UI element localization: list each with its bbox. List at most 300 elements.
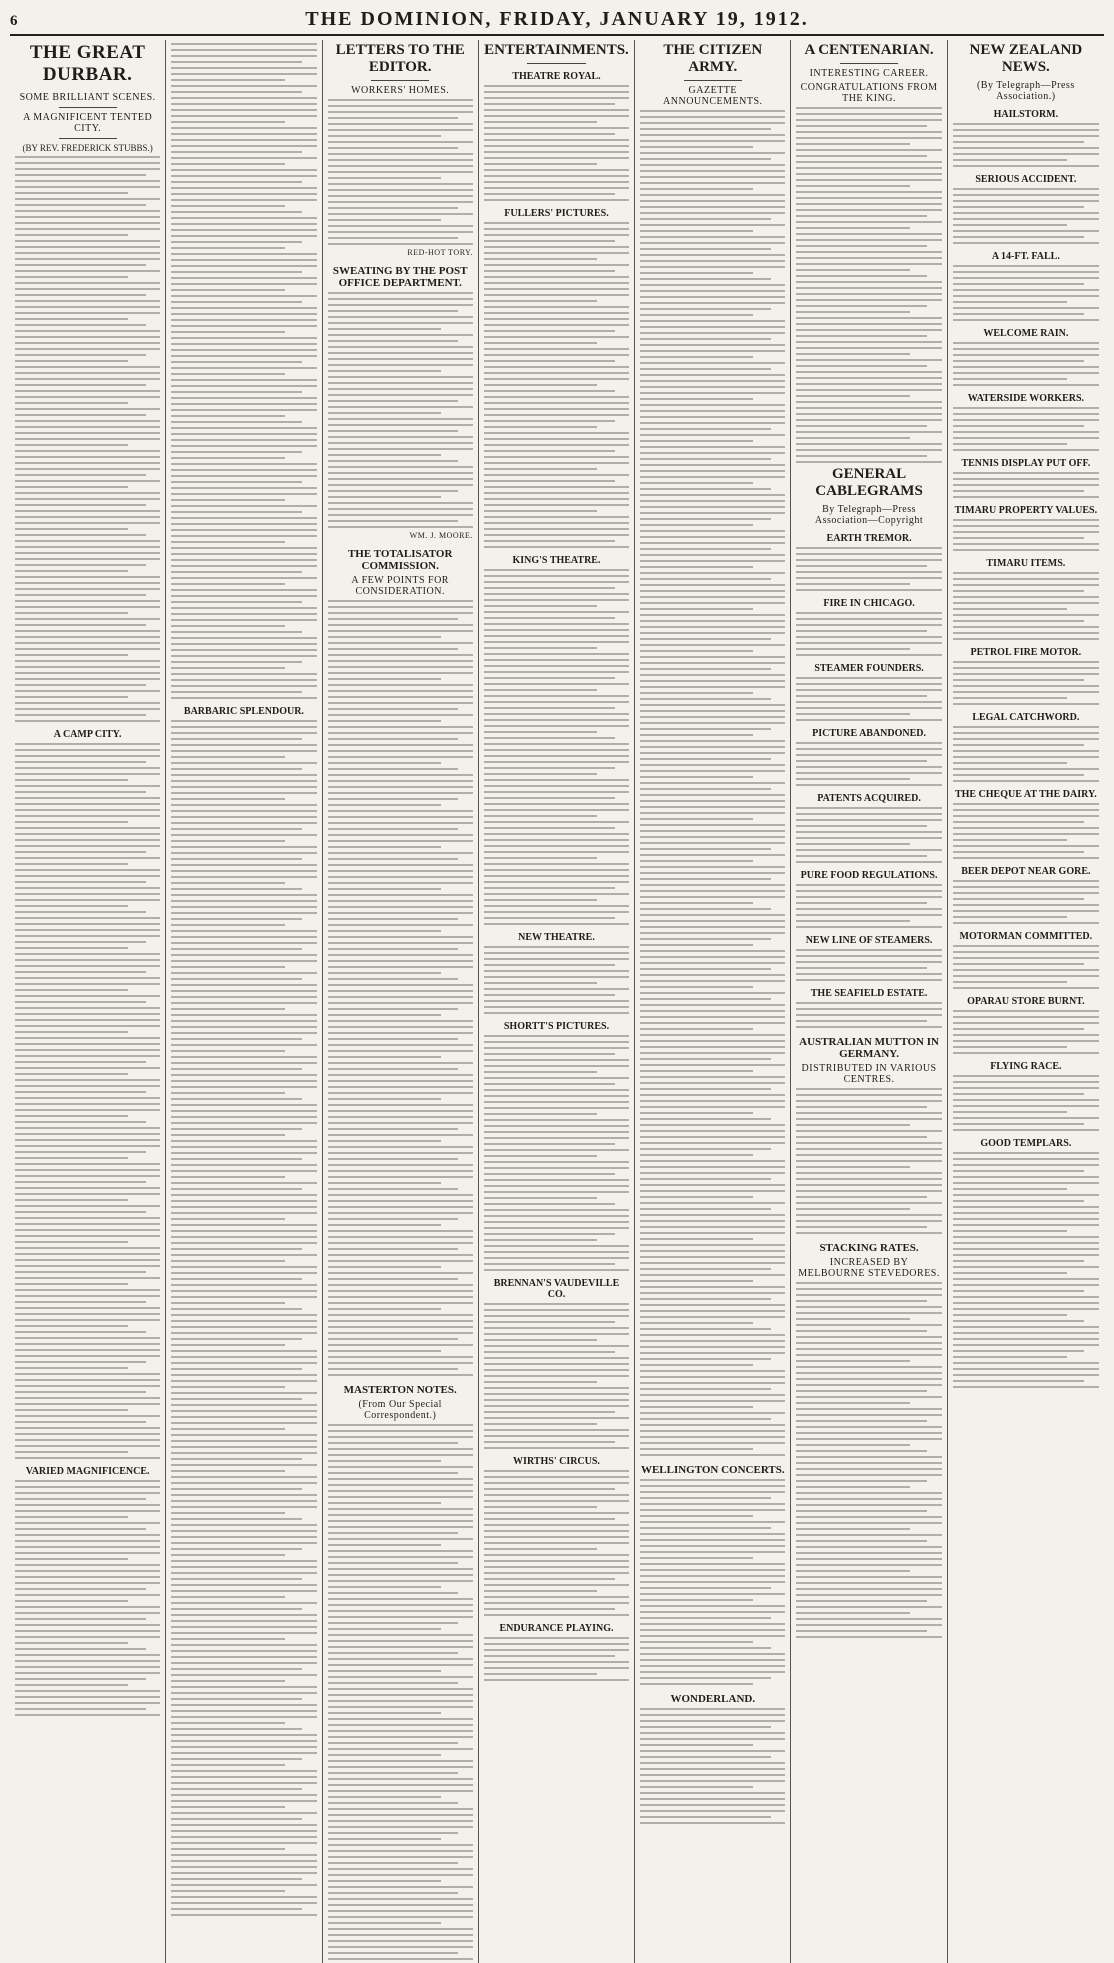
text-line — [15, 162, 160, 164]
text-line — [796, 197, 941, 199]
text-line — [328, 1826, 473, 1828]
text-line — [484, 1161, 629, 1163]
text-line — [328, 1254, 473, 1256]
text-line — [796, 1522, 941, 1524]
text-line — [171, 313, 316, 315]
text-line — [15, 827, 160, 829]
letter-text — [328, 99, 473, 245]
text-line — [328, 1074, 473, 1076]
text-line — [15, 1097, 160, 1099]
text-line — [15, 917, 160, 919]
text-line — [328, 1880, 441, 1882]
text-line — [640, 398, 753, 400]
text-line — [953, 1230, 1067, 1232]
text-line — [953, 1164, 1099, 1166]
text-line — [640, 1118, 771, 1120]
text-line — [796, 1124, 909, 1126]
text-line — [171, 115, 316, 117]
text-line — [484, 462, 629, 464]
text-line — [953, 354, 1099, 356]
text-line — [15, 1229, 160, 1231]
text-line — [328, 1056, 441, 1058]
text-line — [484, 390, 615, 392]
text-line — [171, 1056, 316, 1058]
text-line — [640, 614, 785, 616]
text-line — [796, 389, 941, 391]
text-line — [953, 1194, 1099, 1196]
text-line — [328, 984, 473, 986]
text-line — [328, 304, 473, 306]
text-line — [328, 978, 459, 980]
text-line — [640, 110, 785, 112]
text-line — [15, 618, 160, 620]
text-line — [640, 314, 753, 316]
text-line — [171, 427, 316, 429]
text-line — [171, 1428, 284, 1430]
text-line — [15, 1397, 160, 1399]
text-line — [328, 1044, 473, 1046]
text-line — [796, 407, 941, 409]
text-line — [640, 1750, 785, 1752]
text-line — [484, 1530, 629, 1532]
subhead-wirths: WIRTHS' CIRCUS. — [513, 1456, 600, 1467]
text-line — [15, 366, 160, 368]
text-line — [15, 402, 128, 404]
text-line — [171, 1050, 284, 1052]
text-line — [328, 1454, 473, 1456]
text-line — [171, 1626, 316, 1628]
nz-news-source: (By Telegraph—Press Association.) — [976, 80, 1075, 102]
text-line — [953, 945, 1099, 947]
text-line — [328, 1670, 441, 1672]
text-line — [484, 899, 597, 901]
text-line — [484, 647, 597, 649]
text-line — [484, 1047, 629, 1049]
text-line — [15, 791, 146, 793]
text-line — [796, 263, 941, 265]
text-line — [15, 1588, 146, 1590]
text-line — [484, 881, 629, 883]
text-line — [640, 1593, 785, 1595]
text-line — [640, 770, 785, 772]
text-line — [328, 1368, 459, 1370]
article-text — [328, 1424, 473, 1960]
text-line — [640, 728, 771, 730]
text-line — [15, 438, 160, 440]
text-line — [640, 986, 753, 988]
text-line — [171, 1398, 302, 1400]
text-line — [484, 1363, 629, 1365]
text-line — [640, 956, 785, 958]
text-line — [328, 1694, 473, 1696]
text-line — [171, 1674, 316, 1676]
text-line — [796, 949, 941, 951]
text-line — [640, 1587, 771, 1589]
text-line — [953, 1206, 1099, 1208]
text-line — [15, 1606, 160, 1608]
text-line — [796, 425, 927, 427]
text-line — [640, 1714, 785, 1716]
text-line — [953, 230, 1099, 232]
text-line — [953, 975, 1099, 977]
text-line — [640, 1400, 785, 1402]
text-line — [171, 750, 316, 752]
text-line — [15, 1247, 160, 1249]
text-line — [15, 414, 146, 416]
text-line — [171, 1098, 302, 1100]
text-line — [171, 553, 316, 555]
text-line — [328, 99, 473, 101]
text-line — [484, 821, 629, 823]
text-line — [484, 1381, 597, 1383]
text-line — [484, 1000, 629, 1002]
text-line — [953, 904, 1099, 906]
text-line — [953, 1176, 1099, 1178]
text-line — [328, 1802, 459, 1804]
text-line — [171, 1440, 316, 1442]
text-line — [171, 1608, 302, 1610]
text-line — [15, 1019, 160, 1021]
text-line — [640, 1226, 785, 1228]
text-line — [953, 1284, 1099, 1286]
text-line — [640, 1022, 785, 1024]
text-line — [796, 1486, 909, 1488]
text-line — [328, 1020, 473, 1022]
text-line — [953, 1344, 1099, 1346]
text-line — [796, 1612, 909, 1614]
text-line — [15, 1498, 146, 1500]
text-line — [484, 1089, 629, 1091]
text-line — [484, 115, 629, 117]
text-line — [328, 430, 459, 432]
text-line — [484, 575, 629, 577]
text-line — [796, 1312, 941, 1314]
text-line — [484, 815, 597, 817]
nz-flying-race: FLYING RACE. — [990, 1061, 1062, 1072]
text-line — [15, 1612, 160, 1614]
text-line — [640, 1382, 785, 1384]
nz-serious-accident: SERIOUS ACCIDENT. — [975, 174, 1077, 185]
text-line — [640, 566, 753, 568]
text-line — [328, 906, 473, 908]
text-line — [640, 524, 753, 526]
text-line — [796, 1636, 941, 1638]
text-line — [171, 1704, 316, 1706]
text-line — [640, 842, 785, 844]
text-line — [484, 1554, 629, 1556]
text-line — [328, 1664, 473, 1666]
text-line — [953, 620, 1085, 622]
text-line — [640, 674, 785, 676]
text-line — [484, 1309, 629, 1311]
text-line — [328, 1550, 473, 1552]
text-line — [640, 188, 753, 190]
text-line — [171, 978, 302, 980]
text-line — [640, 536, 785, 538]
text-line — [796, 347, 941, 349]
text-line — [484, 1167, 629, 1169]
text-line — [640, 1094, 785, 1096]
text-line — [640, 1310, 785, 1312]
text-line — [640, 902, 753, 904]
text-line — [640, 752, 785, 754]
text-line — [171, 1200, 316, 1202]
text-line — [640, 134, 785, 136]
text-line — [15, 1085, 160, 1087]
text-line — [171, 499, 284, 501]
text-line — [640, 272, 753, 274]
text-line — [328, 684, 473, 686]
text-line — [796, 1026, 941, 1028]
section-varied-magnificence: VARIED MAGNIFICENCE. — [25, 1466, 150, 1477]
text-line — [953, 123, 1099, 125]
text-line — [171, 1914, 316, 1916]
text-line — [484, 1572, 629, 1574]
text-line — [171, 1896, 316, 1898]
text-line — [15, 1031, 128, 1033]
text-line — [484, 827, 615, 829]
text-line — [796, 137, 941, 139]
text-line — [484, 366, 629, 368]
text-line — [328, 1356, 473, 1358]
text-line — [328, 1092, 473, 1094]
text-line — [328, 1748, 473, 1750]
text-line — [15, 911, 146, 913]
text-line — [640, 1497, 771, 1499]
text-line — [796, 748, 941, 750]
text-line — [484, 1482, 629, 1484]
headline-durbar: THE GREAT DURBAR. — [29, 42, 146, 85]
text-line — [328, 1736, 473, 1738]
text-line — [171, 445, 316, 447]
text-line — [484, 342, 597, 344]
text-line — [171, 511, 302, 513]
text-line — [640, 224, 785, 226]
text-line — [171, 1590, 316, 1592]
text-line — [796, 654, 941, 656]
text-line — [328, 828, 459, 830]
cable-new-line: NEW LINE OF STEAMERS. — [805, 935, 933, 946]
text-line — [171, 535, 316, 537]
text-line — [796, 618, 941, 620]
text-line — [328, 804, 441, 806]
text-line — [796, 1002, 941, 1004]
text-line — [328, 960, 473, 962]
text-line — [640, 968, 771, 970]
text-line — [171, 601, 302, 603]
text-line — [484, 779, 629, 781]
text-line — [484, 336, 629, 338]
text-line — [171, 972, 316, 974]
text-line — [484, 1423, 597, 1425]
text-line — [15, 558, 160, 560]
text-line — [15, 977, 160, 979]
text-line — [171, 1272, 316, 1274]
text-line — [328, 1676, 473, 1678]
text-line — [484, 1679, 629, 1681]
text-line — [484, 1649, 629, 1651]
text-line — [328, 1430, 473, 1432]
text-line — [484, 438, 629, 440]
text-line — [640, 1491, 785, 1493]
text-line — [15, 929, 160, 931]
text-line — [15, 1361, 146, 1363]
text-line — [328, 316, 473, 318]
text-line — [484, 1548, 597, 1550]
text-line — [640, 716, 785, 718]
text-line — [171, 43, 316, 45]
text-line — [796, 1294, 941, 1296]
text-line — [15, 702, 160, 704]
text-line — [484, 1667, 629, 1669]
text-line — [328, 876, 473, 878]
text-line — [15, 923, 160, 925]
text-line — [171, 1110, 316, 1112]
text-line — [328, 1838, 441, 1840]
text-line — [171, 559, 316, 561]
text-line — [796, 1360, 909, 1362]
text-line — [328, 1008, 459, 1010]
text-line — [15, 240, 160, 242]
text-line — [15, 1702, 160, 1704]
text-line — [640, 848, 771, 850]
text-line — [484, 641, 629, 643]
text-line — [15, 378, 160, 380]
text-line — [328, 1026, 473, 1028]
text-line — [640, 1076, 785, 1078]
text-line — [953, 827, 1099, 829]
text-line — [171, 1866, 316, 1868]
nz-hailstorm: HAILSTORM. — [993, 109, 1059, 120]
text-line — [640, 1046, 785, 1048]
text-line — [171, 1902, 316, 1904]
text-line — [328, 466, 473, 468]
text-line — [15, 1534, 160, 1536]
text-line — [171, 1068, 302, 1070]
text-line — [15, 1301, 146, 1303]
text-line — [796, 443, 941, 445]
text-line — [796, 287, 941, 289]
text-line — [484, 294, 629, 296]
text-line — [15, 348, 160, 350]
text-line — [171, 1362, 316, 1364]
text-line — [953, 1010, 1099, 1012]
text-line — [796, 377, 941, 379]
text-line — [484, 414, 629, 416]
text-line — [953, 744, 1085, 746]
text-line — [640, 1726, 771, 1728]
text-line — [796, 1142, 941, 1144]
text-line — [640, 404, 785, 406]
nz-petrol-fire: PETROL FIRE MOTOR. — [970, 647, 1082, 658]
text-line — [15, 612, 128, 614]
text-line — [796, 778, 909, 780]
text-line — [796, 1324, 941, 1326]
text-line — [796, 559, 941, 561]
text-line — [484, 528, 629, 530]
text-line — [15, 720, 160, 722]
text-line — [953, 732, 1099, 734]
text-line — [15, 1666, 160, 1668]
text-line — [328, 768, 459, 770]
text-line — [171, 691, 302, 693]
text-line — [328, 1068, 459, 1070]
text-line — [328, 340, 459, 342]
text-line — [953, 543, 1099, 545]
text-line — [484, 169, 629, 171]
letter-text — [328, 600, 473, 1376]
text-line — [953, 360, 1085, 362]
text-line — [484, 593, 629, 595]
text-line — [171, 607, 316, 609]
text-line — [953, 206, 1085, 208]
text-line — [953, 626, 1099, 628]
text-line — [328, 1544, 441, 1546]
text-line — [953, 1218, 1099, 1220]
text-line — [15, 552, 160, 554]
text-line — [171, 433, 316, 435]
text-line — [171, 1410, 316, 1412]
text-line — [328, 630, 473, 632]
text-line — [640, 1822, 785, 1824]
text-line — [171, 876, 316, 878]
text-line — [328, 1952, 459, 1954]
text-line — [640, 1088, 771, 1090]
text-line — [640, 1479, 785, 1481]
text-line — [15, 636, 160, 638]
text-line — [171, 259, 316, 261]
text-line — [953, 484, 1099, 486]
section-camp-city: A CAMP CITY. — [53, 729, 122, 740]
text-line — [953, 194, 1099, 196]
text-line — [15, 857, 160, 859]
text-line — [171, 798, 284, 800]
text-line — [15, 947, 128, 949]
text-line — [328, 642, 473, 644]
text-line — [171, 1206, 316, 1208]
text-line — [171, 529, 316, 531]
text-line — [640, 632, 785, 634]
text-line — [171, 1008, 284, 1010]
text-line — [171, 487, 316, 489]
text-line — [15, 456, 160, 458]
text-line — [328, 696, 473, 698]
text-line — [953, 845, 1099, 847]
text-line — [328, 726, 473, 728]
text-line — [640, 962, 785, 964]
text-line — [953, 319, 1099, 321]
text-line — [15, 684, 146, 686]
text-line — [640, 1142, 785, 1144]
text-line — [171, 295, 316, 297]
text-line — [15, 390, 160, 392]
text-line — [328, 195, 473, 197]
text-line — [640, 884, 785, 886]
text-line — [15, 1576, 160, 1578]
text-line — [484, 743, 629, 745]
text-line — [328, 1260, 473, 1262]
text-line — [328, 1508, 473, 1510]
text-line — [15, 1277, 160, 1279]
text-line — [15, 1630, 160, 1632]
text-line — [15, 1127, 160, 1129]
text-line — [15, 959, 160, 961]
text-line — [796, 577, 941, 579]
text-line — [328, 189, 473, 191]
text-line — [796, 784, 941, 786]
text-line — [484, 988, 629, 990]
text-line — [15, 1307, 160, 1309]
